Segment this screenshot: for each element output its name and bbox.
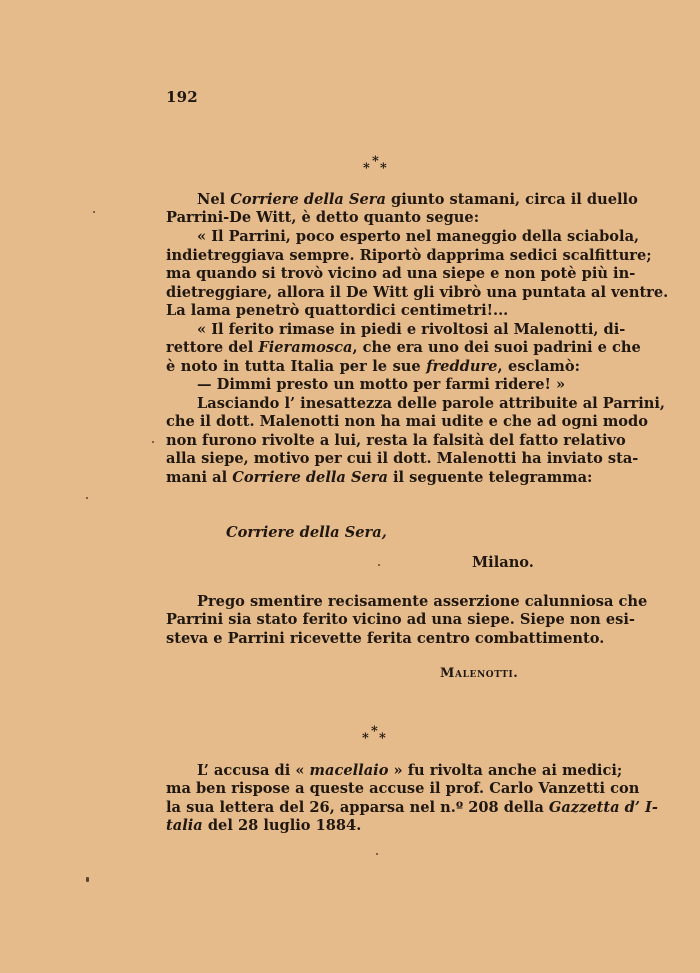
body-line: dietreggiare, allora il De Witt gli vibrò una puntata al ventre. (166, 284, 669, 301)
body-line: non furono rivolte a lui, resta la falsità del fatto relativo (166, 432, 626, 449)
newspaper-title: Gazzetta d’ I- (548, 799, 658, 816)
emphasis-word: macellaio (309, 762, 389, 779)
newspaper-title: Corriere della Sera (230, 191, 386, 208)
body-line: « Il ferito rimase in piedi e rivoltosi al Malenotti, di- (197, 321, 626, 338)
telegram-addressee: Corriere della Sera, (226, 524, 387, 541)
emphasis-word: freddure (426, 358, 498, 375)
body-line: rettore del Fieramosca, che era uno dei suoi padrini e che (166, 339, 641, 356)
body-line: ma ben rispose a queste accuse il prof. Carlo Vanzetti con (166, 780, 640, 797)
telegram-line: Parrini sia stato ferito vicino ad una siepe. Siepe non esi- (166, 611, 635, 628)
telegram-line: steva e Parrini ricevette ferita centro combattimento. (166, 630, 605, 647)
body-line: talia del 28 luglio 1884. (166, 817, 362, 834)
telegram-line: Prego smentire recisamente asserzione calunniosa che (197, 593, 648, 610)
paper-speck (86, 877, 89, 882)
body-line: Lasciando l’ inesattezza delle parole attribuite al Parrini, (197, 395, 665, 412)
paper-speck (152, 441, 154, 443)
page-number: 192 (166, 88, 198, 106)
paper-speck (378, 564, 380, 566)
body-line: che il dott. Malenotti non ha mai udite e che ad ogni modo (166, 413, 648, 430)
body-line: la sua lettera del 26, apparsa nel n.º 208 della Gazzetta d’ I- (166, 799, 658, 816)
newspaper-title: Fieramosca (258, 339, 353, 356)
body-line: mani al Corriere della Sera il seguente telegramma: (166, 469, 593, 486)
body-line: « Il Parrini, poco esperto nel maneggio della sciabola, (197, 228, 640, 245)
body-line: ma quando si trovò vicino ad una siepe e non potè più in- (166, 265, 636, 282)
section-asterism: * * * (363, 154, 387, 176)
signature: Malenotti. (440, 666, 519, 681)
section-asterism: * * * (362, 724, 386, 746)
body-line: L’ accusa di « macellaio » fu rivolta anche ai medici; (197, 762, 623, 779)
body-line: La lama penetrò quattordici centimetri!... (166, 302, 509, 319)
telegram-city: Milano. (472, 554, 534, 571)
newspaper-title: Corriere della Sera (232, 469, 388, 486)
body-line: Nel Corriere della Sera giunto stamani, circa il duello (197, 191, 638, 208)
paper-speck (86, 497, 88, 499)
body-line: indietreggiava sempre. Riportò dapprima sedici scalfitture; (166, 247, 652, 264)
paper-speck (376, 853, 378, 855)
body-line: alla siepe, motivo per cui il dott. Malenotti ha inviato sta- (166, 450, 639, 467)
body-line: — Dimmi presto un motto per farmi ridere! » (197, 376, 566, 393)
body-line: Parrini-De Witt, è detto quanto segue: (166, 209, 480, 226)
body-line: è noto in tutta Italia per le sue freddure, esclamò: (166, 358, 580, 375)
newspaper-title: talia (166, 817, 203, 834)
paper-speck (93, 211, 95, 213)
